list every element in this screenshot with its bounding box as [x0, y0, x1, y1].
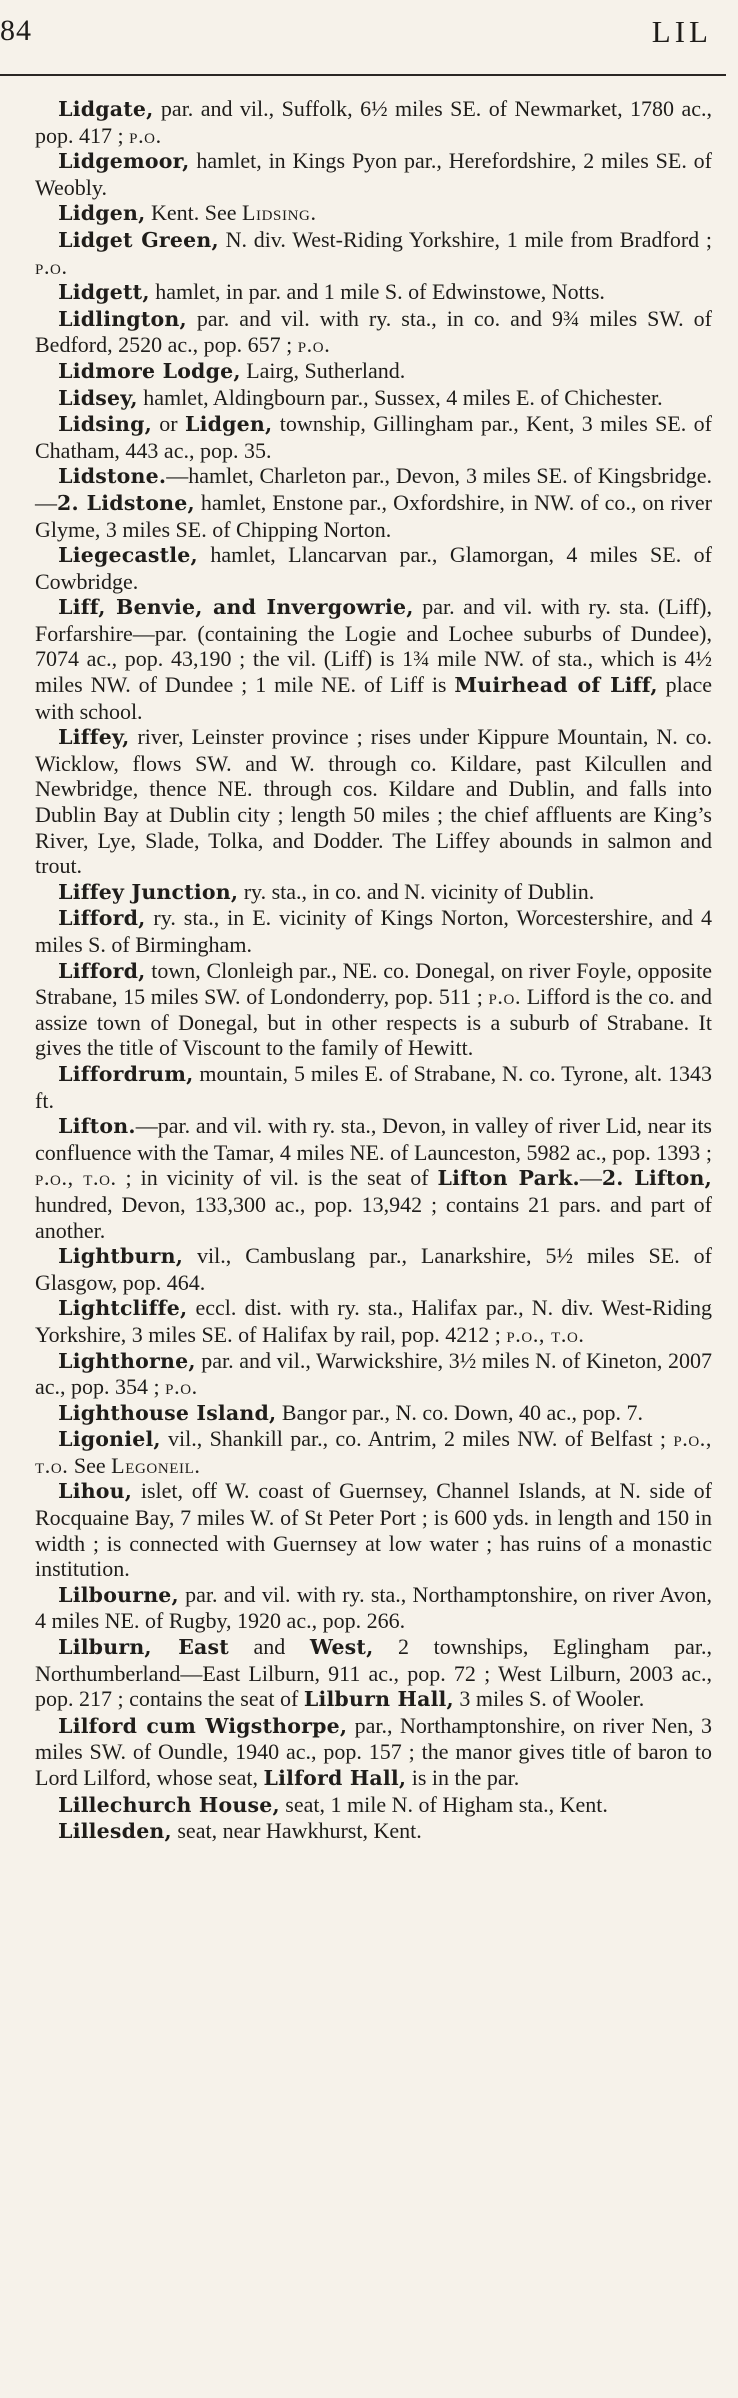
entry-headword: Lidlington,	[58, 306, 187, 331]
entry-text: vil., Cambuslang par., Lanarkshire, 5½ miles SE. of Glasgow, pop. 464.	[35, 1243, 712, 1295]
entry-text: —par. and vil. with ry. sta., Devon, in valley of river Lid, near its confluence with the Tamar, 4 miles NE. of Launceston, 5982 ac., pop. 1393 ;	[35, 1113, 712, 1165]
entry-headword: Liffey Junction,	[58, 879, 239, 904]
gazetteer-entry	[35, 542, 712, 594]
entry-headword: Lihou,	[58, 1479, 133, 1504]
entry-text: 2 townships, Eglingham par., Northumberland—East Lilburn, 911 ac., pop. 72 ; West Lilburn, 2003 ac., pop. 217 ; contains the seat of	[35, 1634, 712, 1712]
entry-text: ry. sta., in co. and N. vicinity of Dublin.	[238, 878, 595, 904]
entry-text: par. and vil. with ry. sta. (Liff), Forfarshire—par. (containing the Logie and Lochee suburbs of Dundee), 7074 ac., pop. 43,190 ; the vil. (Liff) is 1¾ mile NW. of sta., which is 4½ miles NW. of Dundee ; 1 mile NE. of Liff is	[35, 594, 712, 698]
entry-headword: Lidsing,	[58, 412, 152, 437]
entry-text: ry. sta., in E. vicinity of Kings Norton, Worcestershire, and 4 miles S. of Birmingham.	[35, 905, 712, 957]
gazetteer-entry	[35, 594, 712, 724]
entry-headword: Lilford Hall,	[263, 1766, 407, 1790]
entry-text: river, Leinster province ; rises under Kippure Mountain, N. co. Wicklow, flows SW. and W. through co. Kildare, past Kilcullen and Newbridge, thence NE. through cos. Kildare and Dublin, and falls into Dublin Bay at Dublin city ; length 50 miles ; the chief affluents are King’s River, Lye, Slade, Tolka, and Dodder. The Liffey abounds in salmon and trout.	[35, 724, 712, 879]
entry-headword: Lidgett,	[58, 280, 150, 305]
entry-headword: Muirhead of Liff,	[454, 673, 658, 698]
entry-text: par., Northamptonshire, on river Nen, 3 miles SW. of Oundle, 1940 ac., pop. 157 ; the manor gives title of baron to Lord Lilford, whose seat,	[35, 1712, 712, 1790]
entry-text: —	[579, 1165, 602, 1191]
entry-headword: Lillechurch House,	[58, 1792, 280, 1817]
entry-text: Kent. See	[145, 200, 242, 226]
gazetteer-entry	[35, 1818, 712, 1845]
gazetteer-entry	[35, 905, 712, 957]
entry-text: par. and vil. with ry. sta., in co. and 9¾ miles SW. of Bedford, 2520 ac., pop. 657 ;	[35, 305, 712, 358]
entry-text: Bangor par., N. co. Down, 40 ac., pop. 7.	[276, 1399, 643, 1425]
entry-text: township, Gillingham par., Kent, 3 miles SE. of Chatham, 443 ac., pop. 35.	[35, 411, 712, 463]
entry-text: ; in vicinity of vil. is the seat of	[116, 1165, 438, 1191]
gazetteer-entry	[35, 1582, 712, 1634]
entry-headword: Lifford,	[58, 958, 146, 983]
entry-abbreviation: p.o.	[165, 1374, 198, 1400]
entry-headword: Lilburn Hall,	[303, 1687, 454, 1712]
header-rule	[0, 74, 726, 76]
entry-headword: Lilford cum Wigsthorpe,	[58, 1713, 348, 1738]
entry-abbreviation: p.o.	[35, 253, 68, 279]
gazetteer-entry	[35, 1400, 712, 1427]
entry-headword: West,	[309, 1635, 374, 1660]
entry-text: or	[151, 411, 185, 437]
entry-text: is in the par.	[406, 1765, 520, 1790]
entry-headword: Liegecastle,	[58, 543, 198, 568]
gazetteer-entry	[35, 1243, 712, 1295]
entry-text: hamlet, Enstone par., Oxfordshire, in NW. of co., on river Glyme, 3 miles SE. of Chipping Norton.	[35, 489, 712, 542]
gazetteer-entry	[35, 1634, 712, 1713]
entry-text: and	[228, 1634, 310, 1660]
entry-abbreviation: p.o.	[129, 122, 162, 148]
entry-text: vil., Shankill par., co. Antrim, 2 miles NW. of Belfast ;	[160, 1426, 674, 1452]
entry-abbreviation: p.o., t.o.	[35, 1426, 712, 1478]
entry-text: mountain, 5 miles E. of Strabane, N. co. Tyrone, alt. 1343 ft.	[35, 1060, 712, 1113]
entry-headword: Lidsey,	[58, 385, 138, 410]
entry-headword: Lilburn, East	[58, 1635, 229, 1660]
entry-text: par. and vil., Suffolk, 6½ miles SE. of Newmarket, 1780 ac., pop. 417 ;	[35, 96, 712, 148]
entry-abbreviation: p.o.	[297, 332, 331, 358]
entry-text: eccl. dist. with ry. sta., Halifax par., N. div. West-Riding Yorkshire, 3 miles SE. of Halifax by rail, pop. 4212 ;	[35, 1295, 712, 1347]
entry-text: N. div. West-Riding Yorkshire, 1 mile from Bradford ;	[218, 226, 712, 252]
gazetteer-entry	[35, 358, 712, 385]
gazetteer-entry	[35, 227, 712, 279]
gazetteer-entry	[35, 958, 712, 1061]
entry-text: place with school.	[35, 672, 712, 724]
entry-headword: Lifton Park.	[437, 1166, 580, 1191]
gazetteer-entry	[35, 96, 712, 148]
entry-headword: Lidgen,	[185, 412, 273, 437]
gazetteer-entry	[35, 1478, 712, 1581]
entry-text: Lifford is the co. and assize town of Donegal, but in other respects is a suburb of Strabane. It gives the title of Viscount to the family of Hewitt.	[35, 984, 712, 1061]
entry-abbreviation: p.o., t.o.	[35, 1165, 117, 1191]
entry-text: town, Clonleigh par., NE. co. Donegal, on river Foyle, opposite Strabane, 15 miles SW. of Londonderry, pop. 511 ;	[35, 957, 712, 1010]
entry-text: 3 miles S. of Wooler.	[453, 1686, 645, 1712]
entry-text: —hamlet, Charleton par., Devon, 3 miles SE. of Kingsbridge.—	[35, 463, 712, 515]
entry-text: par. and vil. with ry. sta., Northamptonshire, on river Avon, 4 miles NE. of Rugby, 1920 ac., pop. 266.	[35, 1581, 712, 1634]
entry-headword: Lighthouse Island,	[58, 1400, 277, 1425]
gazetteer-entry	[35, 1792, 712, 1819]
entry-text: hamlet, in par. and 1 mile S. of Edwinstowe, Notts.	[149, 279, 605, 305]
gazetteer-entry	[35, 1061, 712, 1113]
entry-headword: Liff, Benvie, and Invergowrie,	[58, 595, 414, 620]
entry-text: par. and vil., Warwickshire, 3½ miles N. of Kineton, 2007 ac., pop. 354 ;	[35, 1347, 712, 1400]
gazetteer-entry	[35, 1295, 712, 1347]
entry-headword: Lidgate,	[58, 97, 154, 121]
entry-headword: Lightcliffe,	[58, 1296, 188, 1321]
gazetteer-entry	[35, 724, 712, 879]
entry-headword: Lidstone.	[58, 464, 167, 489]
entry-text: See	[68, 1452, 112, 1478]
entry-headword: Lidget Green,	[58, 227, 219, 252]
gazetteer-entry	[35, 148, 712, 200]
gazetteer-entry	[35, 1426, 712, 1478]
entry-text: hamlet, Llancarvan par., Glamorgan, 4 miles SE. of Cowbridge.	[35, 542, 712, 594]
gazetteer-entry	[35, 463, 712, 542]
entry-headword: Lidgemoor,	[58, 149, 190, 174]
entry-headword: Liffey,	[58, 725, 130, 750]
entry-abbreviation: p.o.	[488, 984, 522, 1010]
entry-headword: Ligoniel,	[58, 1427, 161, 1452]
running-head: LIL	[651, 14, 712, 49]
gazetteer-entry	[35, 411, 712, 463]
gazetteer-entry	[35, 279, 712, 306]
gazetteer-entry	[35, 200, 712, 227]
entry-abbreviation: Legoneil.	[111, 1452, 201, 1478]
gazetteer-entry	[35, 1348, 712, 1400]
entry-headword: Lillesden,	[58, 1819, 172, 1844]
entry-text: hamlet, in Kings Pyon par., Herefordshire, 2 miles SE. of Weobly.	[35, 148, 712, 200]
entry-headword: Liffordrum,	[58, 1061, 194, 1086]
page-header	[0, 14, 738, 60]
entry-list	[35, 96, 712, 1845]
gazetteer-entry	[35, 1713, 712, 1792]
entry-text: seat, 1 mile N. of Higham sta., Kent.	[279, 1791, 608, 1817]
entry-headword: Lifford,	[58, 906, 146, 931]
entry-abbreviation: p.o., t.o.	[506, 1321, 585, 1347]
entry-headword: 2. Lidstone,	[57, 490, 195, 515]
entry-headword: Lidgen,	[58, 201, 146, 226]
entry-headword: 2. Lifton,	[601, 1166, 712, 1191]
entry-text: islet, off W. coast of Guernsey, Channel Islands, at N. side of Rocquaine Bay, 7 miles W. of St Peter Port ; is 600 yds. in length and 150 in width ; is connected with Guernsey at low water ; has ruins of a monastic institution.	[35, 1478, 712, 1582]
entry-abbreviation: Lidsing.	[241, 200, 317, 226]
entry-text: hundred, Devon, 133,300 ac., pop. 13,942 ; contains 21 pars. and part of another.	[35, 1191, 712, 1243]
entry-text: Lairg, Sutherland.	[240, 357, 406, 383]
entry-text: hamlet, Aldingbourn par., Sussex, 4 miles E. of Chichester.	[137, 384, 663, 410]
entry-headword: Lilbourne,	[58, 1582, 179, 1607]
gazetteer-entry	[35, 1113, 712, 1243]
entry-text: seat, near Hawkhurst, Kent.	[171, 1818, 422, 1844]
entry-headword: Lifton.	[58, 1114, 136, 1139]
entry-headword: Lightburn,	[58, 1244, 184, 1269]
entry-headword: Lighthorne,	[58, 1348, 196, 1373]
gazetteer-entry	[35, 306, 712, 358]
gazetteer-entry	[35, 879, 712, 906]
gazetteer-entry	[35, 385, 712, 412]
page-number: 84	[0, 14, 32, 47]
entry-headword: Lidmore Lodge,	[58, 358, 241, 383]
